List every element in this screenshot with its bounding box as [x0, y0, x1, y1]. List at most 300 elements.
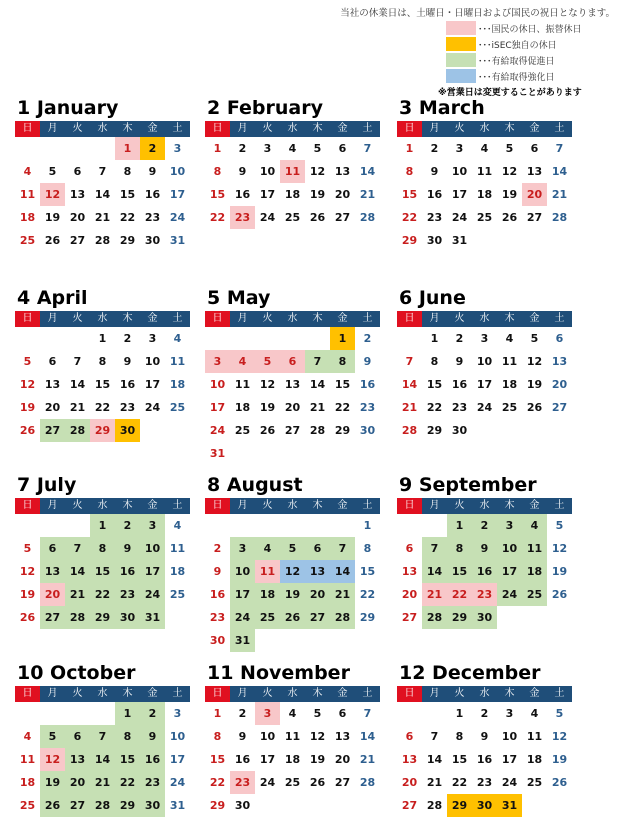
legend-label-holiday: ･･･国民の休日、振替休日: [478, 24, 582, 35]
day-cell: 4: [230, 350, 255, 373]
day-cell: 11: [169, 355, 186, 368]
day-cell: 4: [255, 537, 280, 560]
day-cell: 25: [169, 401, 186, 414]
weekday-label: 火: [255, 498, 280, 514]
weekday-label: 土: [355, 121, 380, 137]
month-9: [397, 472, 572, 629]
day-cell: 23: [476, 776, 493, 789]
day-cell: 21: [69, 401, 86, 414]
month-title: 9 September: [399, 474, 537, 496]
month-1: [15, 95, 190, 252]
day-cell: 16: [119, 378, 136, 391]
day-cell: 30: [472, 606, 497, 629]
weekday-label: 日: [15, 686, 40, 702]
day-cell: 28: [359, 211, 376, 224]
day-cell: 13: [284, 378, 301, 391]
day-cell: 25: [522, 583, 547, 606]
day-grid: [397, 137, 572, 252]
day-cell: 29: [334, 424, 351, 437]
weekday-label: 水: [90, 686, 115, 702]
day-cell: 1: [405, 142, 414, 155]
day-cell: 17: [169, 753, 186, 766]
weekday-label: 金: [522, 311, 547, 327]
day-cell: 26: [19, 611, 36, 624]
day-cell: 29: [426, 424, 443, 437]
day-cell: 1: [330, 327, 355, 350]
weekday-header: [15, 498, 190, 514]
day-cell: 25: [255, 606, 280, 629]
header-note: 当社の休業日は、土曜日・日曜日および国民の祝日となります。: [340, 8, 615, 19]
weekday-label: 火: [65, 686, 90, 702]
weekday-label: 金: [522, 686, 547, 702]
day-cell: 12: [526, 355, 543, 368]
weekday-label: 月: [40, 686, 65, 702]
day-cell: 6: [405, 542, 414, 555]
day-cell: 13: [526, 165, 543, 178]
day-cell: 1: [213, 707, 222, 720]
day-cell: 5: [555, 519, 564, 532]
day-cell: 22: [209, 776, 226, 789]
day-cell: 14: [401, 378, 418, 391]
day-cell: 14: [426, 753, 443, 766]
day-cell: 24: [476, 401, 493, 414]
weekday-label: 水: [90, 311, 115, 327]
day-cell: 24: [501, 776, 518, 789]
day-cell: 1: [363, 519, 372, 532]
month-title: 2 February: [207, 97, 324, 119]
empty-cell: [40, 514, 65, 537]
day-cell: 9: [238, 730, 247, 743]
day-cell: 16: [115, 560, 140, 583]
day-cell: 21: [94, 211, 111, 224]
weekday-label: 金: [330, 121, 355, 137]
day-cell: 8: [447, 537, 472, 560]
empty-cell: [40, 702, 65, 725]
empty-cell: [422, 514, 447, 537]
weekday-header: [15, 686, 190, 702]
day-cell: 8: [330, 350, 355, 373]
weekday-label: 水: [280, 121, 305, 137]
day-cell: 13: [305, 560, 330, 583]
day-cell: 27: [401, 611, 418, 624]
day-cell: 7: [330, 537, 355, 560]
month-title: 6 June: [399, 287, 466, 309]
day-cell: 29: [359, 611, 376, 624]
day-cell: 21: [401, 401, 418, 414]
day-cell: 13: [334, 165, 351, 178]
day-cell: 25: [19, 234, 36, 247]
day-cell: 14: [94, 188, 111, 201]
day-cell: 14: [65, 560, 90, 583]
day-cell: 26: [501, 211, 518, 224]
day-cell: 26: [280, 606, 305, 629]
day-cell: 13: [69, 188, 86, 201]
day-cell: 18: [501, 378, 518, 391]
day-cell: 16: [472, 560, 497, 583]
day-grid: [15, 327, 190, 442]
weekday-label: 金: [330, 686, 355, 702]
day-cell: 18: [19, 211, 36, 224]
day-cell: 15: [447, 560, 472, 583]
weekday-label: 月: [422, 121, 447, 137]
month-4: [15, 285, 190, 442]
day-cell: 27: [69, 234, 86, 247]
day-cell: 20: [69, 211, 86, 224]
month-title: 8 August: [207, 474, 303, 496]
legend-swatch-company: [446, 37, 476, 51]
empty-cell: [422, 702, 447, 725]
day-cell: 7: [65, 537, 90, 560]
day-cell: 26: [551, 588, 568, 601]
day-cell: 14: [309, 378, 326, 391]
day-cell: 24: [169, 776, 186, 789]
day-cell: 4: [505, 332, 514, 345]
weekday-label: 木: [497, 498, 522, 514]
day-cell: 31: [209, 447, 226, 460]
day-cell: 3: [497, 514, 522, 537]
day-cell: 3: [255, 702, 280, 725]
weekday-label: 月: [422, 686, 447, 702]
day-cell: 16: [426, 188, 443, 201]
day-cell: 14: [422, 560, 447, 583]
month-title: 7 July: [17, 474, 77, 496]
day-cell: 22: [90, 583, 115, 606]
day-cell: 17: [140, 560, 165, 583]
day-cell: 6: [280, 350, 305, 373]
empty-cell: [397, 327, 422, 350]
day-cell: 2: [115, 514, 140, 537]
day-cell: 26: [551, 776, 568, 789]
day-cell: 17: [144, 378, 161, 391]
day-cell: 19: [551, 753, 568, 766]
day-cell: 18: [284, 753, 301, 766]
day-cell: 12: [19, 378, 36, 391]
day-cell: 22: [119, 211, 136, 224]
day-cell: 3: [173, 142, 182, 155]
legend-label-promo: ･･･有給取得促進日: [478, 56, 555, 67]
day-cell: 20: [401, 588, 418, 601]
day-cell: 1: [90, 514, 115, 537]
day-cell: 15: [119, 188, 136, 201]
weekday-header: [397, 121, 572, 137]
day-cell: 15: [94, 378, 111, 391]
day-cell: 10: [209, 378, 226, 391]
day-cell: 7: [430, 730, 439, 743]
month-10: [15, 660, 190, 817]
day-cell: 12: [40, 183, 65, 206]
day-cell: 18: [526, 753, 543, 766]
day-cell: 9: [140, 725, 165, 748]
weekday-label: 水: [280, 311, 305, 327]
day-cell: 25: [284, 776, 301, 789]
day-cell: 15: [426, 378, 443, 391]
day-cell: 7: [90, 725, 115, 748]
day-cell: 19: [309, 188, 326, 201]
weekday-label: 日: [397, 121, 422, 137]
day-cell: 31: [230, 629, 255, 652]
day-cell: 5: [530, 332, 539, 345]
day-cell: 27: [401, 799, 418, 812]
weekday-label: 日: [397, 686, 422, 702]
day-cell: 23: [230, 206, 255, 229]
day-cell: 27: [40, 419, 65, 442]
day-cell: 6: [338, 707, 347, 720]
day-cell: 17: [209, 401, 226, 414]
legend-swatch-promo: [446, 53, 476, 67]
day-cell: 2: [140, 702, 165, 725]
day-cell: 28: [309, 424, 326, 437]
day-grid: [15, 137, 190, 252]
day-cell: 17: [476, 378, 493, 391]
weekday-label: 金: [522, 498, 547, 514]
day-cell: 14: [551, 165, 568, 178]
day-cell: 29: [90, 606, 115, 629]
day-cell: 10: [144, 355, 161, 368]
day-cell: 10: [140, 537, 165, 560]
weekday-label: 火: [255, 686, 280, 702]
weekday-header: [205, 686, 380, 702]
day-cell: 24: [230, 606, 255, 629]
weekday-label: 土: [165, 121, 190, 137]
day-cell: 27: [334, 776, 351, 789]
day-cell: 15: [401, 188, 418, 201]
day-cell: 27: [305, 606, 330, 629]
day-cell: 1: [447, 514, 472, 537]
day-cell: 12: [551, 542, 568, 555]
empty-cell: [15, 514, 40, 537]
empty-cell: [205, 327, 230, 350]
weekday-label: 水: [90, 498, 115, 514]
day-cell: 19: [309, 753, 326, 766]
day-cell: 3: [230, 537, 255, 560]
day-cell: 25: [476, 211, 493, 224]
day-cell: 15: [115, 748, 140, 771]
month-title: 1 January: [17, 97, 119, 119]
day-cell: 24: [259, 211, 276, 224]
day-cell: 14: [359, 730, 376, 743]
day-cell: 2: [472, 514, 497, 537]
day-cell: 31: [169, 799, 186, 812]
weekday-label: 木: [115, 311, 140, 327]
day-cell: 19: [526, 378, 543, 391]
weekday-label: 火: [447, 686, 472, 702]
legend-label-company: ･･･iSEC独自の休日: [478, 40, 557, 51]
weekday-label: 日: [205, 498, 230, 514]
day-cell: 9: [148, 165, 157, 178]
weekday-label: 日: [15, 121, 40, 137]
weekday-label: 土: [165, 686, 190, 702]
weekday-label: 水: [280, 498, 305, 514]
day-cell: 4: [173, 519, 182, 532]
day-cell: 5: [255, 350, 280, 373]
weekday-label: 日: [15, 311, 40, 327]
weekday-label: 月: [230, 311, 255, 327]
weekday-label: 月: [230, 121, 255, 137]
day-cell: 5: [23, 542, 32, 555]
day-cell: 29: [447, 794, 472, 817]
day-cell: 20: [401, 776, 418, 789]
day-cell: 10: [259, 730, 276, 743]
empty-cell: [280, 514, 305, 537]
empty-cell: [397, 514, 422, 537]
day-cell: 9: [123, 355, 132, 368]
weekday-label: 日: [397, 311, 422, 327]
day-cell: 29: [90, 419, 115, 442]
weekday-label: 木: [497, 311, 522, 327]
day-grid: [205, 137, 380, 229]
day-cell: 3: [505, 707, 514, 720]
day-cell: 23: [230, 771, 255, 794]
day-cell: 4: [530, 707, 539, 720]
day-cell: 7: [405, 355, 414, 368]
day-cell: 4: [288, 707, 297, 720]
day-cell: 10: [169, 730, 186, 743]
weekday-label: 火: [65, 311, 90, 327]
day-cell: 30: [209, 634, 226, 647]
day-cell: 12: [280, 560, 305, 583]
day-cell: 24: [259, 776, 276, 789]
day-cell: 26: [309, 211, 326, 224]
day-cell: 7: [363, 707, 372, 720]
day-cell: 30: [451, 424, 468, 437]
day-cell: 9: [213, 565, 222, 578]
weekday-label: 火: [255, 121, 280, 137]
day-cell: 5: [40, 725, 65, 748]
empty-cell: [280, 327, 305, 350]
day-cell: 17: [501, 753, 518, 766]
weekday-label: 月: [40, 121, 65, 137]
day-cell: 2: [213, 542, 222, 555]
weekday-label: 土: [165, 498, 190, 514]
empty-cell: [255, 327, 280, 350]
day-cell: 23: [119, 401, 136, 414]
day-cell: 20: [284, 401, 301, 414]
day-cell: 28: [359, 776, 376, 789]
legend-swatch-holiday: [446, 21, 476, 35]
day-cell: 25: [501, 401, 518, 414]
day-cell: 22: [426, 401, 443, 414]
weekday-label: 日: [205, 686, 230, 702]
day-cell: 20: [40, 583, 65, 606]
weekday-label: 木: [115, 121, 140, 137]
day-cell: 28: [94, 234, 111, 247]
day-cell: 18: [522, 560, 547, 583]
day-cell: 30: [115, 419, 140, 442]
day-cell: 15: [209, 188, 226, 201]
day-cell: 23: [209, 611, 226, 624]
day-cell: 6: [73, 165, 82, 178]
day-cell: 6: [555, 332, 564, 345]
day-cell: 22: [451, 776, 468, 789]
day-cell: 26: [526, 401, 543, 414]
weekday-label: 日: [15, 498, 40, 514]
day-cell: 25: [19, 799, 36, 812]
day-cell: 4: [173, 332, 182, 345]
weekday-label: 水: [472, 686, 497, 702]
weekday-label: 火: [65, 121, 90, 137]
day-cell: 9: [480, 730, 489, 743]
day-cell: 24: [497, 583, 522, 606]
day-cell: 17: [497, 560, 522, 583]
day-cell: 28: [422, 606, 447, 629]
day-cell: 8: [123, 165, 132, 178]
day-cell: 14: [359, 165, 376, 178]
legend-item-company: [446, 36, 621, 52]
weekday-label: 火: [255, 311, 280, 327]
day-cell: 5: [313, 142, 322, 155]
day-cell: 4: [288, 142, 297, 155]
day-cell: 7: [98, 165, 107, 178]
weekday-label: 水: [280, 686, 305, 702]
day-cell: 22: [94, 401, 111, 414]
day-cell: 1: [430, 332, 439, 345]
weekday-label: 木: [497, 686, 522, 702]
day-cell: 30: [140, 794, 165, 817]
empty-cell: [330, 514, 355, 537]
weekday-label: 月: [230, 686, 255, 702]
weekday-label: 木: [115, 498, 140, 514]
day-cell: 5: [313, 707, 322, 720]
empty-cell: [305, 514, 330, 537]
empty-cell: [65, 137, 90, 160]
day-cell: 3: [173, 707, 182, 720]
weekday-label: 日: [205, 121, 230, 137]
day-cell: 8: [430, 355, 439, 368]
day-cell: 7: [422, 537, 447, 560]
day-cell: 20: [305, 583, 330, 606]
weekday-label: 月: [40, 498, 65, 514]
empty-cell: [40, 327, 65, 350]
day-cell: 17: [259, 753, 276, 766]
legend-label-strong: ･･･有給取得強化日: [478, 72, 555, 83]
day-cell: 25: [234, 424, 251, 437]
day-cell: 21: [359, 753, 376, 766]
day-cell: 20: [334, 188, 351, 201]
day-cell: 17: [169, 188, 186, 201]
day-cell: 15: [90, 560, 115, 583]
weekday-label: 木: [305, 498, 330, 514]
weekday-label: 水: [90, 121, 115, 137]
day-cell: 18: [19, 776, 36, 789]
day-grid: [397, 327, 572, 442]
weekday-label: 金: [522, 121, 547, 137]
weekday-label: 日: [205, 311, 230, 327]
day-cell: 5: [48, 165, 57, 178]
day-cell: 23: [140, 771, 165, 794]
day-cell: 8: [363, 542, 372, 555]
day-cell: 2: [430, 142, 439, 155]
day-cell: 18: [284, 188, 301, 201]
day-cell: 16: [476, 753, 493, 766]
day-cell: 24: [451, 211, 468, 224]
day-cell: 18: [169, 565, 186, 578]
day-cell: 13: [334, 730, 351, 743]
day-cell: 5: [555, 707, 564, 720]
day-cell: 30: [115, 606, 140, 629]
weekday-header: [397, 311, 572, 327]
day-cell: 21: [551, 188, 568, 201]
day-cell: 6: [65, 725, 90, 748]
weekday-label: 月: [422, 498, 447, 514]
day-cell: 23: [451, 401, 468, 414]
day-cell: 7: [73, 355, 82, 368]
day-cell: 6: [530, 142, 539, 155]
legend-item-holiday: [446, 20, 621, 36]
day-cell: 2: [455, 332, 464, 345]
day-cell: 29: [209, 799, 226, 812]
day-cell: 22: [334, 401, 351, 414]
month-12: [397, 660, 572, 817]
